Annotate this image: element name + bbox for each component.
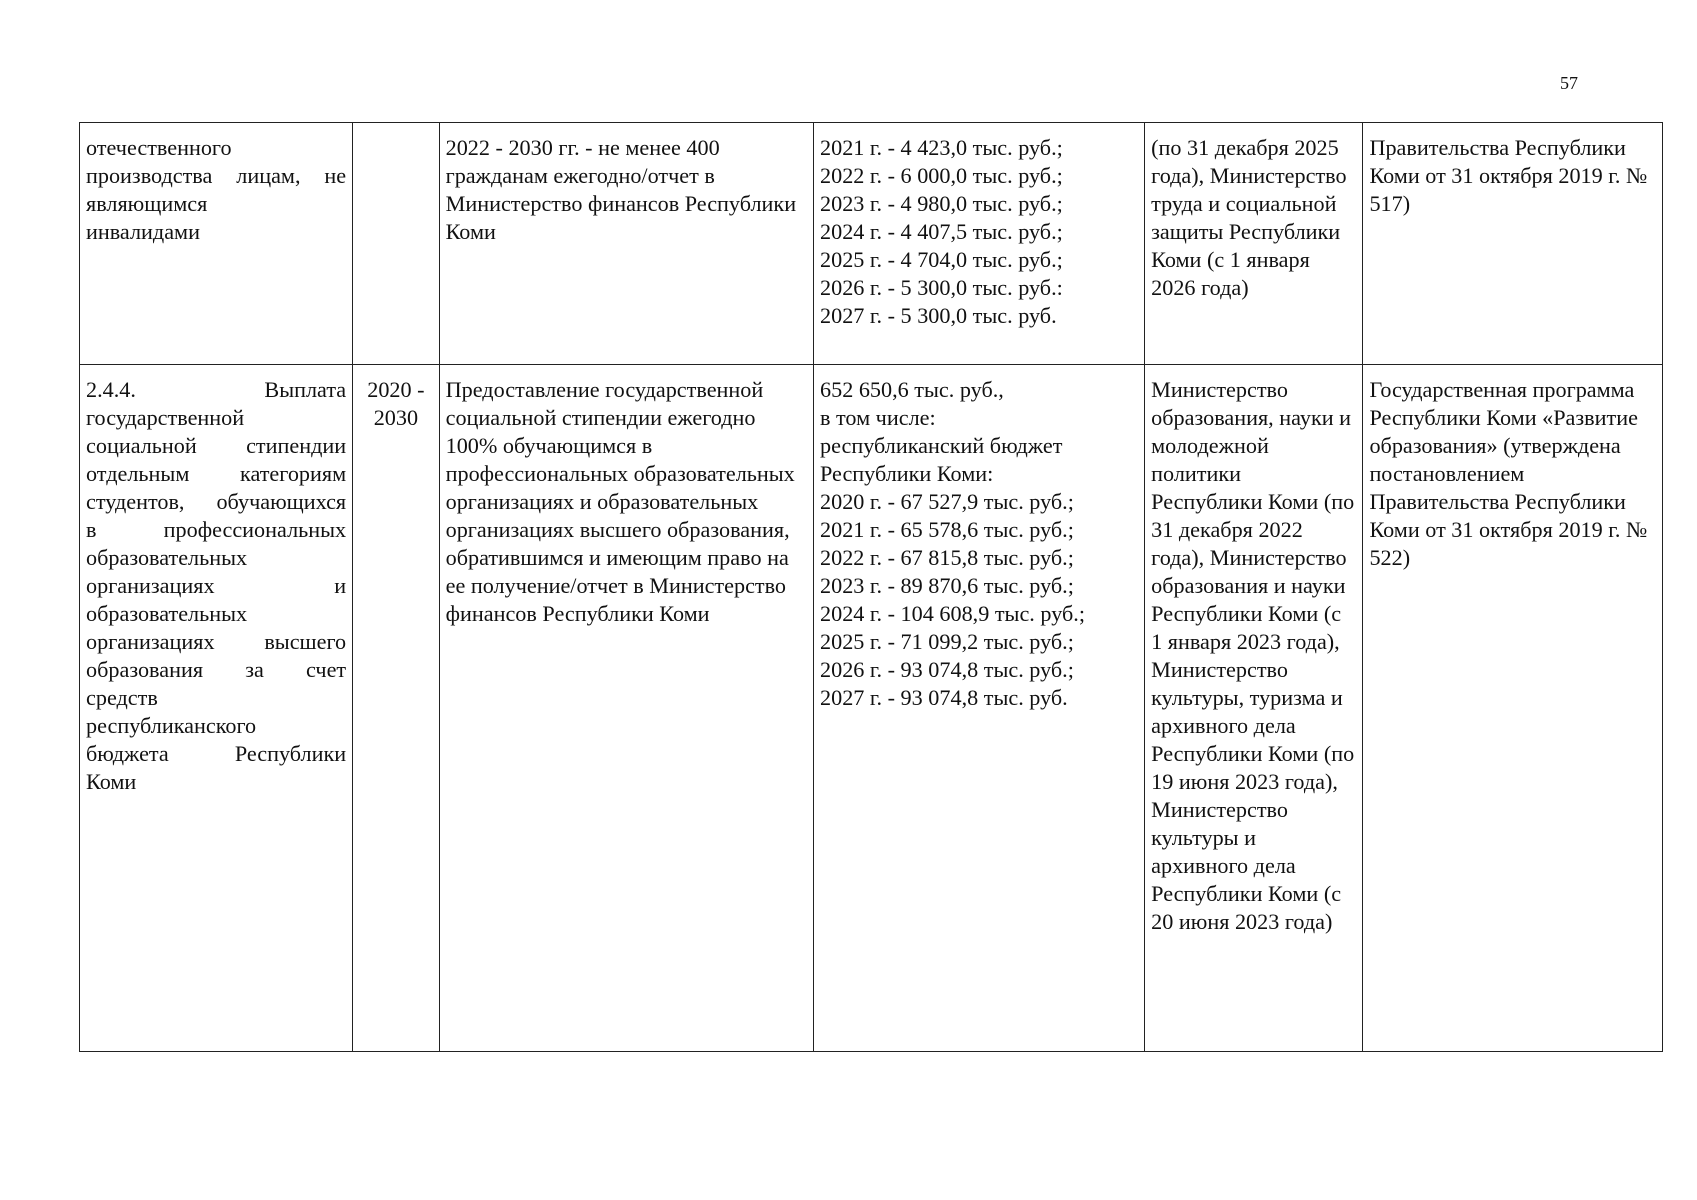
measure-name-line: организациях и [86, 573, 347, 598]
funding-line: 2022 г. - 67 815,8 тыс. руб.; [820, 545, 1074, 570]
funding-line: 2022 г. - 6 000,0 тыс. руб.; [820, 163, 1063, 188]
page-number: 57 [1560, 73, 1578, 93]
funding-line: 2021 г. - 4 423,0 тыс. руб.; [820, 135, 1063, 160]
measure-name-line: средств [86, 685, 158, 710]
funding-cell [814, 123, 1145, 365]
measure-name-line: бюджета Республики [86, 741, 347, 766]
measure-name-line: образовательных [86, 545, 248, 570]
measure-name-line: производства лицам, не [86, 163, 347, 188]
measure-name-lines [86, 376, 346, 796]
measure-name-lines [86, 134, 346, 246]
funding-line: 652 650,6 тыс. руб., [820, 377, 1004, 402]
funding-line: 2025 г. - 4 704,0 тыс. руб.; [820, 247, 1063, 272]
funding-line: 2023 г. - 89 870,6 тыс. руб.; [820, 573, 1074, 598]
measure-name-line: студентов, обучающихся [86, 489, 347, 514]
funding-line: 2021 г. - 65 578,6 тыс. руб.; [820, 517, 1074, 542]
measure-name-line: государственной [86, 405, 245, 430]
program-cell: Государственная программа Республики Коми «Развитие образования» (утверждена постановлением Правительства Республики Коми от 31 октября 2019 г. № 522) [1363, 365, 1663, 1052]
funding-line: Республики Коми: [820, 461, 994, 486]
measure-name-line: организациях высшего [86, 629, 347, 654]
funding-line: 2020 г. - 67 527,9 тыс. руб.; [820, 489, 1074, 514]
measure-name-cell [80, 123, 353, 365]
funding-line: в том числе: [820, 405, 936, 430]
measure-name-line: 2.4.4. Выплата [86, 377, 347, 402]
years-cell [353, 123, 439, 365]
executor-cell: Министерство образования, науки и молодежной политики Республики Коми (по 31 декабря 2022 года), Министерство образования и науки Республики Коми (с 1 января 2023 года), Министерство культуры, туризма и архивного дела Республики Коми (по 19 июня 2023 года), Министерство культуры и архивного дела Республики Коми (с 20 июня 2023 года) [1145, 365, 1363, 1052]
measure-name-line: республиканского [86, 713, 257, 738]
measure-name-line: социальной стипендии [86, 433, 347, 458]
funding-line: 2027 г. - 5 300,0 тыс. руб. [820, 303, 1057, 328]
funding-line: 2025 г. - 71 099,2 тыс. руб.; [820, 629, 1074, 654]
funding-line: 2023 г. - 4 980,0 тыс. руб.; [820, 191, 1063, 216]
funding-line: 2024 г. - 4 407,5 тыс. руб.; [820, 219, 1063, 244]
funding-line: 2027 г. - 93 074,8 тыс. руб. [820, 685, 1068, 710]
funding-line: 2026 г. - 5 300,0 тыс. руб.: [820, 275, 1063, 300]
measure-name-line: Коми [86, 769, 137, 794]
program-cell: Правительства Республики Коми от 31 октября 2019 г. № 517) [1363, 123, 1663, 365]
funding-line: 2024 г. - 104 608,9 тыс. руб.; [820, 601, 1085, 626]
measure-name-line: отдельным категориям [86, 461, 347, 486]
measure-name-line: в профессиональных [86, 517, 347, 542]
indicator-cell: Предоставление государственной социальной стипендии ежегодно 100% обучающимся в профессиональных образовательных организациях и образовательных организациях высшего образования, обратившимся и имеющим право на ее получение/отчет в Министерство финансов Республики Коми [439, 365, 813, 1052]
measure-name-line: образования за счет [86, 657, 347, 682]
funding-line: 2026 г. - 93 074,8 тыс. руб.; [820, 657, 1074, 682]
table-row [80, 123, 1663, 365]
measure-name-line: инвалидами [86, 219, 200, 244]
measure-name-cell [80, 365, 353, 1052]
funding-cell [814, 365, 1145, 1052]
executor-cell: (по 31 декабря 2025 года), Министерство труда и социальной защиты Республики Коми (с 1 января 2026 года) [1145, 123, 1363, 365]
funding-lines [820, 134, 1138, 330]
measure-name-line: являющимся [86, 191, 208, 216]
funding-line: республиканский бюджет [820, 433, 1063, 458]
years-cell: 2020 - 2030 [353, 365, 439, 1052]
indicator-cell: 2022 - 2030 гг. - не менее 400 гражданам ежегодно/отчет в Министерство финансов Республики Коми [439, 123, 813, 365]
funding-lines [820, 376, 1138, 712]
table-row [80, 365, 1663, 1052]
measure-name-line: образовательных [86, 601, 248, 626]
measures-table [79, 122, 1663, 1052]
measure-name-line: отечественного [86, 135, 232, 160]
